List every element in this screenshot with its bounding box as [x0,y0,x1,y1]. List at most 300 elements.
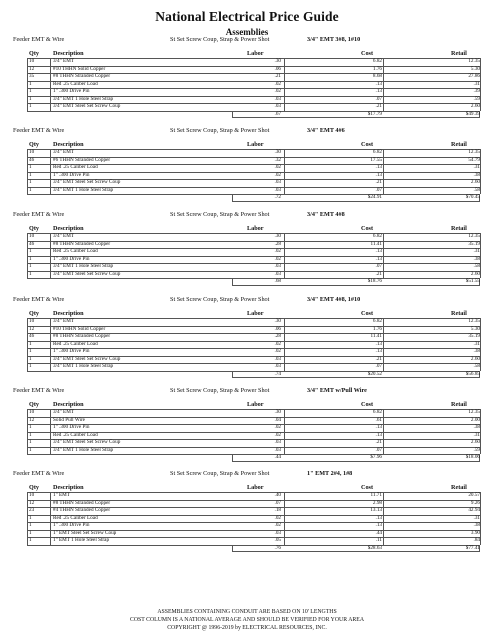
cost-cell: .13 [375,80,382,87]
retail-cell: 12.35 [468,409,480,415]
description-cell: #6 THHN Stranded Copper [53,156,111,163]
col-labor: Labor [247,310,264,317]
retail-cell: 35.19 [468,240,480,247]
retail-cell: 2.60 [470,270,480,277]
qty-cell: 1 [29,164,32,170]
assembly-header [0,387,494,397]
retail-cell: 35.19 [468,333,480,339]
cost-cell: .07 [375,186,382,193]
description-cell: 3/4" EMT [53,58,74,64]
assembly-header [0,127,494,137]
labor-cell: .02 [274,255,281,262]
assembly-category: Feeder EMT & Wire [13,127,65,134]
table-row [0,179,494,187]
cost-cell: .21 [375,270,382,277]
labor-cell: .02 [274,514,281,521]
cost-cell: .13 [375,171,382,178]
assembly-header [0,470,494,480]
col-qty: Qty [29,141,39,148]
col-description: Description [53,401,84,408]
labor-cell: .03 [274,446,281,453]
description-cell: 3/4" EMT 1 Hole Steel Strap [53,95,114,102]
col-description: Description [53,225,84,232]
table-row [0,88,494,96]
total-labor: .44 [274,454,281,460]
cost-cell: 11.71 [370,492,382,498]
labor-cell: .30 [274,149,281,155]
table-row [0,96,494,104]
description-cell: 3/4" EMT [53,233,74,239]
qty-cell: 1 [29,537,32,543]
cost-cell: 11.41 [370,333,382,339]
cost-cell: .21 [375,439,382,445]
description-cell: #8 THHN Stranded Copper [53,240,111,247]
col-qty: Qty [29,310,39,317]
retail-cell: 27.86 [468,73,480,79]
col-description: Description [53,141,84,148]
assembly-rows [0,492,494,552]
retail-cell: 12.35 [468,233,480,239]
table-row [0,318,494,326]
total-retail: $18.06 [465,454,480,460]
assembly-name: 1" EMT 2#4, 1#8 [307,470,353,477]
labor-cell: .02 [274,88,281,94]
total-retail: $77.41 [465,544,480,551]
qty-cell: 10 [29,409,35,415]
description-cell: Red .25 Caliber Load [53,164,98,170]
qty-cell: 1 [29,529,32,536]
description-cell: #8 THHN Stranded Copper [53,333,111,339]
total-labor: .67 [274,110,281,117]
page-title: National Electrical Price Guide [155,9,339,24]
table-row [0,492,494,500]
retail-cell: .84 [473,537,480,543]
total-cost: $24.91 [367,194,382,200]
qty-cell: 1 [29,340,32,347]
description-cell: 3/4" EMT Steel Set Screw Coup [53,179,121,185]
table-row [0,187,494,195]
assembly-name: 3/4" EMT 4#8, 1#10 [307,296,361,303]
labor-cell: .06 [274,325,281,332]
assembly-type: St Set Screw Coup, Strap & Power Shot [170,387,270,394]
labor-cell: .03 [274,363,281,369]
qty-cell: 1 [29,431,32,438]
labor-cell: .03 [274,355,281,362]
qty-cell: 1 [29,95,32,102]
description-cell: Red .25 Caliber Load [53,80,98,87]
assembly-block [0,470,494,558]
labor-cell: .02 [274,348,281,354]
description-cell: 3/4" EMT 1 Hole Steel Strap [53,186,114,193]
description-cell: 1" .300 Drive Pin [53,255,90,262]
qty-cell: 1 [29,248,32,254]
labor-cell: .03 [274,95,281,102]
cost-cell: .21 [375,355,382,362]
qty-cell: 1 [29,80,32,87]
assembly-type: St Set Screw Coup, Strap & Power Shot [170,470,270,477]
description-cell: 3/4" EMT 1 Hole Steel Strap [53,446,114,453]
table-row [0,341,494,349]
labor-cell: .18 [274,507,281,513]
retail-cell: .59 [473,446,480,453]
retail-cell: 54.79 [468,156,480,163]
table-row [0,172,494,180]
labor-cell: .30 [274,58,281,64]
labor-cell: .28 [274,333,281,339]
cost-cell: .07 [375,95,382,102]
table-row [0,149,494,157]
description-cell: #4 THHN Stranded Copper [53,507,111,513]
labor-cell: .02 [274,522,281,528]
description-cell: #10 THHN Solid Copper [53,325,106,332]
retail-cell: 2.60 [470,179,480,185]
cost-cell: .21 [375,179,382,185]
total-labor: .76 [274,544,281,551]
assembly-name: 3/4" EMT 3#8, 1#10 [307,36,361,43]
labor-cell: .02 [274,80,281,87]
qty-cell: 1 [29,263,32,269]
table-row [0,409,494,417]
description-cell: 1" .300 Drive Pin [53,424,90,430]
table-row [0,271,494,279]
retail-cell: 9.26 [470,499,480,506]
description-cell: 1" EMT [53,492,70,498]
description-cell: 3/4" EMT Steel Set Screw Coup [53,439,121,445]
qty-cell: 12 [29,416,35,423]
description-cell: 1" .300 Drive Pin [53,522,90,528]
total-cost: $28.63 [367,544,382,551]
table-row [0,356,494,364]
retail-cell: 20.57 [468,492,480,498]
col-qty: Qty [29,401,39,408]
assembly-name: 3/4" EMT 4#8 [307,211,345,218]
labor-cell: .03 [274,103,281,109]
table-row [0,326,494,334]
col-retail: Retail [451,141,467,148]
col-cost: Cost [361,401,374,408]
labor-cell: .02 [274,340,281,347]
labor-cell: .28 [274,240,281,247]
cost-cell: .07 [375,263,382,269]
description-cell: 3/4" EMT [53,149,74,155]
retail-cell: 2.00 [470,416,480,423]
cost-cell: 17.55 [370,156,382,163]
total-labor: .74 [274,370,281,377]
cost-cell: .13 [375,164,382,170]
retail-cell: 2.60 [470,439,480,445]
retail-cell: .31 [473,80,480,87]
assembly-category: Feeder EMT & Wire [13,470,65,477]
table-row [0,447,494,455]
assembly-rows [0,409,494,462]
table-row [0,248,494,256]
description-cell: 3/4" EMT [53,318,74,324]
labor-cell: .30 [274,318,281,324]
qty-cell: 10 [29,233,35,239]
cost-cell: .11 [375,537,382,543]
description-cell: #8 THHN Stranded Copper [53,499,111,506]
assembly-rows [0,58,494,118]
retail-cell: .58 [473,186,480,193]
labor-cell: .40 [274,492,281,498]
description-cell: Red .25 Caliber Load [53,514,98,521]
assembly-name: 3/4" EMT w/Pull Wire [307,387,367,394]
table-row [0,256,494,264]
labor-cell: .04 [274,416,281,423]
labor-cell: .02 [274,424,281,430]
description-cell: 3/4" EMT [53,409,74,415]
cost-cell: .13 [375,340,382,347]
qty-cell: 12 [29,65,35,72]
assembly-header [0,296,494,306]
labor-cell: .02 [274,431,281,438]
table-row [0,58,494,66]
table-row [0,424,494,432]
labor-cell: .21 [274,73,281,79]
cost-cell: .13 [375,255,382,262]
qty-cell: 10 [29,492,35,498]
qty-cell: 23 [29,507,35,513]
col-retail: Retail [451,225,467,232]
table-row [0,522,494,530]
footer [0,608,494,632]
cost-cell: 8.68 [372,73,382,79]
cost-cell: 6.82 [372,58,382,64]
assembly-category: Feeder EMT & Wire [13,387,65,394]
qty-cell: 1 [29,514,32,521]
assembly-block [0,36,494,124]
labor-cell: .02 [274,164,281,170]
col-labor: Labor [247,141,264,148]
cost-cell: 6.82 [372,233,382,239]
table-row [0,500,494,508]
retail-cell: .31 [473,340,480,347]
assembly-header [0,36,494,46]
description-cell: 1" EMT Steel Set Screw Coup [53,529,117,536]
total-retail: $56.85 [465,370,480,377]
qty-cell: 1 [29,88,32,94]
assembly-category: Feeder EMT & Wire [13,36,65,43]
table-row [0,507,494,515]
cost-cell: .13 [375,88,382,94]
total-row [0,278,494,286]
retail-cell: .39 [473,88,480,94]
retail-cell: .38 [473,424,480,430]
col-qty: Qty [29,225,39,232]
retail-cell: 12.35 [468,318,480,324]
cost-cell: .07 [375,363,382,369]
cost-cell: .13 [375,514,382,521]
assembly-name: 3/4" EMT 4#6 [307,127,345,134]
qty-cell: 1 [29,522,32,528]
qty-cell: 1 [29,363,32,369]
labor-cell: .30 [274,233,281,239]
retail-cell: .38 [473,171,480,178]
qty-cell: 1 [29,186,32,193]
cost-cell: 2.98 [372,499,382,506]
table-row [0,157,494,165]
table-row [0,537,494,545]
total-row [0,194,494,202]
cost-cell: .13 [375,348,382,354]
retail-cell: .31 [473,164,480,170]
table-row [0,233,494,241]
qty-cell: 1 [29,255,32,262]
assembly-category: Feeder EMT & Wire [13,211,65,218]
assembly-block [0,127,494,208]
labor-cell: .03 [274,529,281,536]
cost-cell: 1.76 [372,325,382,332]
qty-cell: 1 [29,439,32,445]
total-retail: $49.39 [465,110,480,117]
labor-cell: .03 [274,263,281,269]
table-row [0,363,494,371]
retail-cell: .38 [473,522,480,528]
cost-cell: .07 [375,446,382,453]
retail-cell: .31 [473,431,480,438]
table-row [0,417,494,425]
retail-cell: .58 [473,263,480,269]
qty-cell: 10 [29,318,35,324]
qty-cell: 1 [29,446,32,453]
cost-cell: .13 [375,248,382,254]
assembly-type: St Set Screw Coup, Strap & Power Shot [170,127,270,134]
retail-cell: .38 [473,255,480,262]
qty-cell: 1 [29,355,32,362]
col-cost: Cost [361,141,374,148]
labor-cell: .03 [274,186,281,193]
labor-cell: .30 [274,409,281,415]
col-description: Description [53,310,84,317]
description-cell: 3/4" EMT 1 Hole Steel Strap [53,263,114,269]
total-row [0,111,494,119]
cost-cell: 6.82 [372,318,382,324]
cost-cell: .61 [375,416,382,423]
cost-cell: .13 [375,431,382,438]
labor-cell: .07 [274,499,281,506]
footer-line-3: COPYRIGHT @ 1996-2019 by ELECTRICAL RESOURCES, INC. [167,625,327,631]
col-qty: Qty [29,50,39,57]
description-cell: #10 THHN Solid Copper [53,65,106,72]
table-row [0,348,494,356]
table-row [0,81,494,89]
total-labor: .68 [274,278,281,284]
col-labor: Labor [247,225,264,232]
description-cell: 1" .300 Drive Pin [53,171,90,178]
table-row [0,333,494,341]
footer-line-1: ASSEMBLIES CONTAINING CONDUIT ARE BASED ON 10' LENGTHS [157,609,337,615]
cost-cell: 13.13 [370,507,382,513]
col-retail: Retail [451,401,467,408]
description-cell: Red .25 Caliber Load [53,431,98,438]
qty-cell: 46 [29,156,35,163]
total-row [0,454,494,462]
total-labor: .72 [274,194,281,200]
retail-cell: .58 [473,363,480,369]
labor-cell: .03 [274,179,281,185]
retail-cell: 5.30 [470,325,480,332]
assembly-block [0,296,494,384]
col-description: Description [53,484,84,491]
retail-cell: 5.30 [470,65,480,72]
cost-cell: .44 [375,529,382,536]
retail-cell: .31 [473,514,480,521]
col-labor: Labor [247,50,264,57]
assembly-block [0,211,494,292]
assembly-type: St Set Screw Coup, Strap & Power Shot [170,36,270,43]
col-retail: Retail [451,484,467,491]
description-cell: 3/4" EMT 1 Hole Steel Strap [53,363,114,369]
assembly-rows [0,318,494,378]
total-cost: $20.52 [367,370,382,377]
cost-cell: 11.41 [370,240,382,247]
retail-cell: 42.94 [468,507,480,513]
description-cell: 1" .300 Drive Pin [53,348,90,354]
col-cost: Cost [361,50,374,57]
description-cell: #8 THHN Stranded Copper [53,73,111,79]
qty-cell: 46 [29,240,35,247]
retail-cell: 2.60 [470,355,480,362]
description-cell: Red .25 Caliber Load [53,340,98,347]
table-row [0,103,494,111]
qty-cell: 1 [29,171,32,178]
table-row [0,530,494,538]
table-row [0,66,494,74]
table-row [0,164,494,172]
cost-cell: 6.82 [372,409,382,415]
cost-cell: .21 [375,103,382,109]
labor-cell: .02 [274,171,281,178]
total-cost: $18.76 [367,278,382,284]
labor-cell: .32 [274,156,281,163]
col-description: Description [53,50,84,57]
qty-cell: 1 [29,179,32,185]
col-labor: Labor [247,484,264,491]
description-cell: 3/4" EMT Steel Set Screw Coup [53,103,121,109]
cost-cell: 1.76 [372,65,382,72]
description-cell: Solid Pull Wire [53,416,85,423]
qty-cell: 1 [29,103,32,109]
description-cell: Red .25 Caliber Load [53,248,98,254]
assembly-header [0,211,494,221]
col-retail: Retail [451,310,467,317]
table-row [0,73,494,81]
assembly-block [0,387,494,468]
labor-cell: .06 [274,65,281,72]
assembly-rows [0,233,494,286]
labor-cell: .05 [274,537,281,543]
qty-cell: 10 [29,58,35,64]
page-subtitle: Assemblies [225,27,269,37]
cost-cell: .13 [375,424,382,430]
table-row [0,439,494,447]
col-retail: Retail [451,50,467,57]
col-labor: Labor [247,401,264,408]
total-row [0,371,494,379]
total-retail: $51.55 [465,278,480,284]
table-row [0,432,494,440]
description-cell: 1" EMT 1 Hole Steel Strap [53,537,110,543]
assembly-rows [0,149,494,202]
description-cell: 3/4" EMT Steel Set Screw Coup [53,270,121,277]
col-cost: Cost [361,225,374,232]
total-cost: $7.96 [370,454,382,460]
col-cost: Cost [361,484,374,491]
labor-cell: .02 [274,248,281,254]
qty-cell: 10 [29,149,35,155]
retail-cell: .31 [473,248,480,254]
footer-line-2: COST COLUMN IS A NATIONAL AVERAGE AND SHOULD BE VERIFIED FOR YOUR AREA [129,617,365,623]
